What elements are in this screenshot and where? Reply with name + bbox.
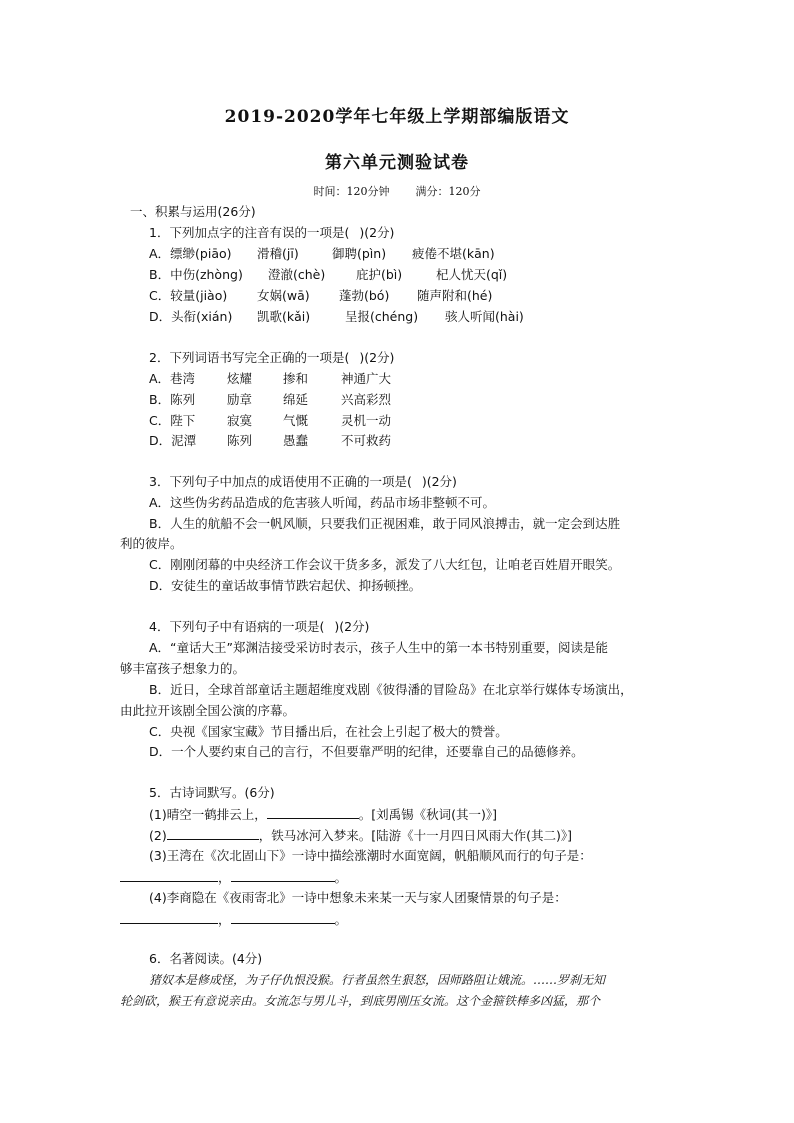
question-1-option-d[interactable]: D．头衔(xián) 凯歌(kǎi) 呈报(chéng) 骇人听闻(hài) [149, 309, 524, 324]
question-5-item-3-blanks: ， 。 [120, 869, 347, 886]
question-3-option-a[interactable]: A．这些伪劣药品造成的危害骇人听闻，药品市场非整顿不可。 [149, 495, 496, 510]
exam-subtitle: 第六单元测验试卷 [325, 153, 469, 173]
question-5-item-4-blanks: ， 。 [120, 911, 347, 928]
question-4-option-d[interactable]: D．一个人要约束自己的言行，不但要靠严明的纪律，还要靠自己的品德修养。 [149, 744, 584, 759]
question-4-option-b-cont: 由此拉开该剧全国公演的序幕。 [120, 703, 296, 718]
question-1-option-a[interactable]: A．缥缈(piāo) 滑稽(jī) 御聘(pìn) 疲倦不堪(kān) [149, 246, 495, 261]
question-2-option-c[interactable]: C．陛下 寂寞 气慨 灵机一动 [149, 413, 392, 428]
question-2-option-a[interactable]: A．巷湾 炫耀 掺和 神通广大 [149, 371, 392, 386]
question-6-stem: 6．名著阅读。(4分) [149, 951, 263, 966]
question-6-passage-line-1: 猪奴本是修成怪，为子仔仇恨没猴。行者虽然生狠怒，因师路阻让娥流。……罗刹无知 [149, 973, 606, 987]
answer-blank[interactable] [120, 911, 218, 924]
question-5-item-4: (4)李商隐在《夜雨寄北》一诗中想象未来某一天与家人团聚情景的句子是： [149, 890, 567, 905]
answer-blank[interactable] [231, 911, 335, 924]
question-5-stem: 5．古诗词默写。(6分) [149, 785, 275, 800]
question-4-option-a-cont: 够丰富孩子想象力的。 [120, 661, 246, 676]
time-limit: 时间：120分钟 [313, 185, 390, 198]
question-5-item-2: (2) ，铁马冰河入梦来。[陆游《十一月四日风雨大作(其二)》] [149, 828, 572, 843]
question-3-option-b[interactable]: B．人生的航船不会一帆风顺，只要我们正视困难，敢于同风浪搏击，就一定会到达胜 [149, 516, 621, 531]
question-4-stem: 4．下列句子中有语病的一项是( )(2分) [149, 619, 370, 634]
question-1-option-c[interactable]: C．较量(jiào) 女娲(wā) 蓬勃(bó) 随声附和(hé) [149, 288, 493, 303]
question-1-stem: 1．下列加点字的注音有误的一项是( )(2分) [149, 225, 395, 240]
full-score: 满分：120分 [415, 185, 481, 198]
question-4-option-a[interactable]: A．“童话大王”郑渊洁接受采访时表示，孩子人生中的第一本书特别重要，阅读是能 [149, 640, 609, 655]
question-3-option-d[interactable]: D．安徒生的童话故事情节跌宕起伏、抑扬顿挫。 [149, 578, 422, 593]
question-2-stem: 2．下列词语书写完全正确的一项是( )(2分) [149, 350, 395, 365]
answer-blank[interactable] [231, 869, 335, 882]
question-5-item-1: (1)晴空一鹤排云上， 。[刘禹锡《秋词(其一)》] [149, 807, 497, 822]
exam-meta [0, 183, 794, 199]
answer-blank[interactable] [120, 869, 218, 882]
question-5-item-3: (3)王湾在《次北固山下》一诗中描绘涨潮时水面宽阔，帆船顺风而行的句子是： [149, 848, 592, 863]
answer-blank[interactable] [267, 806, 359, 819]
question-4-option-c[interactable]: C．央视《国家宝藏》节目播出后，在社会上引起了极大的赞誉。 [149, 724, 508, 739]
question-2-option-d[interactable]: D．泥潭 陈列 愚蠢 不可救药 [149, 433, 392, 448]
question-2-option-b[interactable]: B．陈列 励章 绵延 兴高彩烈 [149, 392, 392, 407]
question-3-option-b-cont: 利的彼岸。 [120, 536, 183, 551]
question-3-stem: 3．下列句子中加点的成语使用不正确的一项是( )(2分) [149, 474, 457, 489]
section-heading: 一、积累与运用(26分) [130, 204, 256, 219]
question-3-option-c[interactable]: C．刚刚闭幕的中央经济工作会议干货多多，派发了八大红包，让咱老百姓眉开眼笑。 [149, 557, 621, 572]
question-4-option-b[interactable]: B．近日，全球首部童话主题超维度戏剧《彼得潘的冒险岛》在北京举行媒体专场演出， [149, 682, 633, 697]
exam-title: 2019-2020学年七年级上学期部编版语文 [224, 107, 570, 127]
question-1-option-b[interactable]: B．中伤(zhòng) 澄澈(chè) 庇护(bì) 杞人忧天(qǐ) [149, 267, 508, 282]
question-6-passage-line-2: 轮剑砍，猴王有意说亲由。女流怎与男儿斗，到底男刚压女流。这个金箍铁棒多凶猛，那个 [120, 994, 601, 1008]
answer-blank[interactable] [167, 827, 259, 840]
